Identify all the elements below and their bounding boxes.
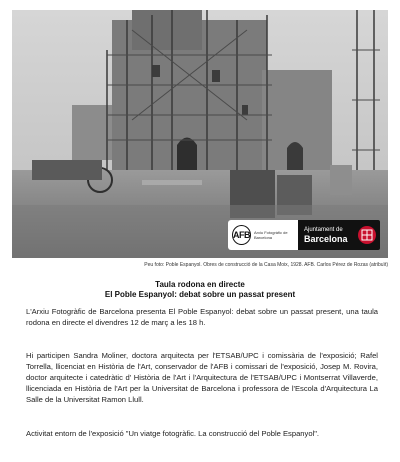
ajuntament-logo — [298, 220, 380, 250]
barcelona-seal-icon — [358, 226, 376, 244]
event-title-line1: Taula rodona en directe — [155, 280, 245, 289]
logo-bar — [228, 220, 380, 250]
ajuntament-logo-text — [304, 227, 348, 244]
afb-logo-mark: AFB — [232, 225, 251, 245]
historical-photo — [12, 10, 388, 258]
afb-logo — [228, 220, 298, 250]
ajuntament-line2: Barcelona — [304, 233, 348, 244]
participants-paragraph: Hi participen Sandra Moliner, doctora arquitecta per l'ETSAB/UPC i comissària de l'exposició; Rafel Torrella, llicenciat en Història de l'Art, conservador de l'AFB i comissari de l'exposició, Josep M. Rovira, doctor arquitecte i catedràtic d' Història de l'Art i l'Arquitectura de l'ETSAB/UPC i Montserrat Villaverde, llicenciada en Història de l'Art per la Universitat de Barcelona i professora de l'Escola d'Arquitectura La Salle de la Universitat Ramon Llull. — [26, 351, 378, 404]
intro-paragraph: L'Arxiu Fotogràfic de Barcelona presenta El Poble Espanyol: debat sobre un passat present, una taula rodona en directe el divendres 12 de març a les 18 h. — [26, 307, 378, 327]
ajuntament-line1: Ajuntament de — [304, 226, 343, 233]
activity-paragraph: Activitat entorn de l'exposició "Un viatge fotogràfic. La construcció del Poble Espanyol". — [26, 429, 320, 438]
afb-logo-text: Arxiu Fotogràfic de Barcelona — [254, 230, 288, 240]
event-title-line2: El Poble Espanyol: debat sobre un passat present — [104, 290, 296, 299]
event-title — [12, 280, 388, 300]
photo-caption: Peu foto: Poble Espanyol. Obres de construcció de la Casa Moix, 1928. AFB. Carlos Pérez de Rozas (atribuït) — [144, 262, 388, 268]
